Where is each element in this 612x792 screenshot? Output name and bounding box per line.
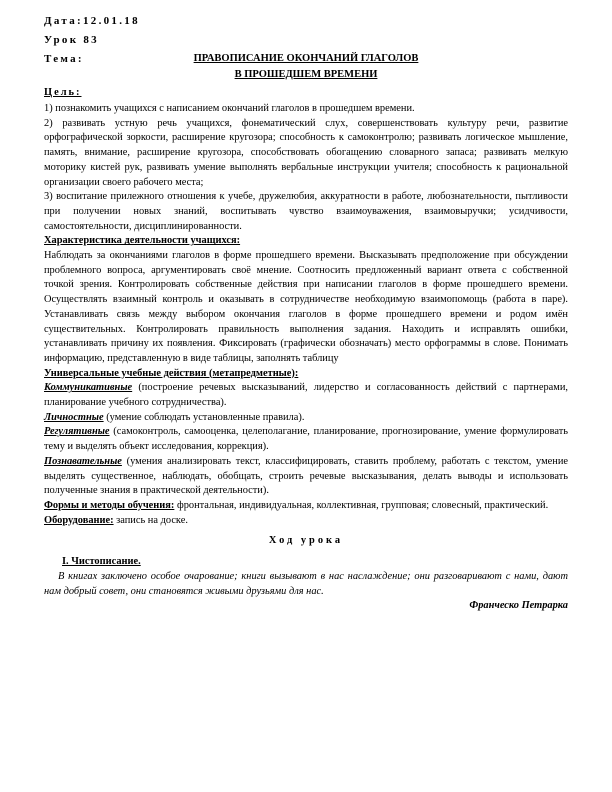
uud-label: Универсальные учебные действия (метапредметные): — [44, 367, 299, 379]
forms-text: фронтальная, индивидуальная, коллективная, групповая; словесный, практический. — [174, 499, 549, 511]
uud-regulatory — [44, 425, 568, 454]
goals-label: Цель: — [44, 87, 82, 98]
goal-item-2: 2) развивать устную речь учащихся, фонематический слух, совершенствовать культуру речи, развитие орфографической зоркости, расширение кругозора; способность к самоконтролю; развивать логическое мышление, память, внимание, расширение кругозора, способствовать обогащению словарного запаса; развивать мелкую моторику кистей рук, развивать умение выполнять вербальные инструкции учителя; способность к рациональной организации своего рабочего места; — [44, 117, 568, 188]
uud-term: Познавательные — [44, 455, 122, 467]
lesson-course-heading: Ход урока — [268, 535, 344, 547]
activity-label: Характеристика деятельности учащихся: — [44, 235, 241, 247]
uud-term: Регулятивные — [44, 426, 110, 438]
section-calligraphy: I. Чистописание. — [62, 556, 141, 568]
equipment-text: запись на доске. — [113, 514, 188, 526]
goal-item-3: 3) воспитание прилежного отношения к учебе, дружелюбия, аккуратности в работе, любознательности, пытливости при получении новых знаний, воспитывать чувство взаимоуважения, взаимовыручки; усидчивости, самостоятельности, дисциплинированности. — [44, 191, 568, 232]
equipment — [44, 514, 568, 529]
uud-text: (умение соблюдать установленные правила). — [103, 411, 305, 423]
uud-personal — [44, 411, 568, 426]
topic-label: Тема: — [44, 53, 84, 65]
uud-term: Коммуникативные — [44, 382, 133, 394]
epigraph-author: Франческо Петрарка — [469, 600, 568, 612]
uud-term: Личностные — [44, 411, 104, 423]
lesson-date: Дата:12.01.18 — [44, 15, 140, 27]
goal-item-1: 1) познакомить учащихся с написанием окончаний глаголов в прошедшем времени. — [44, 103, 415, 114]
activity-text: Наблюдать за окончаниями глаголов в форме прошедшего времени. Высказывать предположение при обсуждении проблемного вопроса, аргументировать своё мнение. Соотносить предложенный вариант ответа с собственной точкой зрения. Контролировать собственные действия при написании глаголов в форме прошедшего времени. Осуществлять взаимный контроль и оказывать в сотрудничестве необходимую взаимопомощь (работа в паре). Устанавливать связь между выбором окончания глаголов в форме прошедшего времени и родом имён существительных. Контролировать правильность выполнения задания. Находить и исправлять ошибки, устанавливать причину их появления. Фиксировать (графически обозначать) место орфограммы в слове. Понимать информацию, представленную в виде таблицы, заполнять таблицу — [44, 250, 568, 364]
uud-cognitive — [44, 455, 568, 499]
forms-methods — [44, 499, 568, 514]
lesson-title-line2: В ПРОШЕДШЕМ ВРЕМЕНИ — [234, 69, 378, 80]
document-body — [44, 87, 568, 614]
uud-text: (построение речевых высказываний, лидерство и согласованность действий с партнерами, планирование учебного сотрудничества). — [44, 382, 568, 409]
forms-label: Формы и методы обучения: — [44, 499, 175, 511]
uud-communicative — [44, 381, 568, 410]
equipment-label: Оборудование: — [44, 514, 114, 526]
lesson-number: Урок 83 — [44, 34, 99, 46]
uud-text: (самоконтроль, самооценка, целеполагание, планирование, прогнозирование, умение формулировать тему и выделять объект исследования, коррекция). — [44, 426, 568, 453]
uud-text: (умения анализировать текст, классифицировать, ставить проблему, работать с текстом, умение выделять существенное, наблюдать, обобщать, строить речевые высказывания, делать выводы и использовать полученные знания в практической деятельности). — [44, 455, 568, 497]
epigraph-quote: В книгах заключено особое очарование; книги вызывают в нас наслаждение; они разговаривают с нами, дают нам добрый совет, они становятся живыми друзьями для нас. — [44, 570, 568, 597]
lesson-title-line1: ПРАВОПИСАНИЕ ОКОНЧАНИЙ ГЛАГОЛОВ — [193, 53, 419, 64]
